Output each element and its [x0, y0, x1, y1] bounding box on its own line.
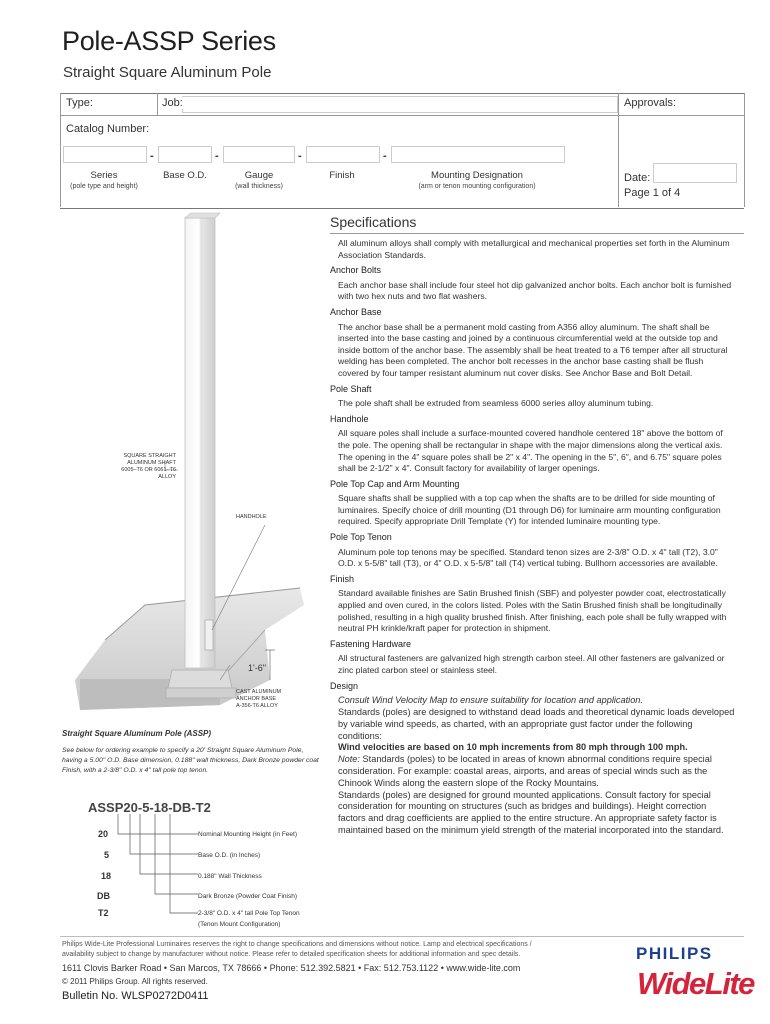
anchor-base	[168, 670, 232, 688]
handhole-callout: HANDHOLE	[236, 514, 267, 520]
spec-heading: Pole Top Tenon	[330, 532, 392, 543]
spec-heading: Pole Top Cap and Arm Mounting	[330, 478, 460, 489]
example-code-part: T2	[98, 908, 109, 918]
footer-disclaimer: Philips Wide-Lite Professional Luminaires reserves the right to change specifications and dimensions without notice. Lamp and electrical specifications / availability subject to change by manufacturer without notice. Please refer to detailed specification sheets for additional information and spec details.	[62, 941, 532, 959]
pole-shaft	[185, 218, 215, 668]
approvals-label: Approvals:	[624, 97, 676, 109]
spec-text: The anchor base shall be a permanent mold casting from A356 alloy aluminum. The shaft shall be inserted into the base casting and joined by a continuous circumferential weld at the outside top and inside bottom of the anchor base. The assembly shall be heat treated to a T6 temper after all structural welding has been completed. The anchor bolt recesses in the anchor base casting shall be flush covered by four tamper resistant aluminum nut cover disks. See Anchor Base and Bolt Detail.	[338, 321, 728, 378]
example-code-part: DB	[97, 891, 110, 901]
top-cap	[185, 213, 220, 218]
mounting-field[interactable]	[391, 146, 565, 163]
example-code-desc: Dark Bronze (Powder Coat Finish)	[198, 893, 297, 900]
dash: -	[298, 150, 302, 162]
dimension-label: 1'-6"	[248, 663, 266, 673]
finish-field[interactable]	[306, 146, 380, 163]
specifications-heading: Specifications	[330, 214, 417, 230]
gauge-field[interactable]	[223, 146, 295, 163]
shaft-label: ALLOY	[158, 474, 176, 480]
bulletin-number: Bulletin No. WLSP0272D0411	[62, 990, 209, 1002]
example-code-desc: 0.188" Wall Thickness	[198, 873, 262, 880]
gauge-sub: (wall thickness)	[235, 183, 283, 190]
example-code-part: 18	[101, 871, 112, 881]
anchor-base-plate	[166, 688, 236, 698]
example-caption-title: Straight Square Aluminum Pole (ASSP)	[62, 729, 212, 738]
specifications-body	[330, 238, 736, 837]
base-label: ANCHOR BASE	[236, 696, 277, 702]
spec-text: Standard available finishes are Satin Brushed finish (SBF) and polyester powder coat, electrostatically applied and oven cured, in the colors listed. Poles with the Satin Brushed finish shall be longitudinally polished, resulting in a high quality brushed finish. After finishing, each pole shall be fully wrapped with neutral PH krinkle/kraft paper for protection in shipment.	[338, 588, 727, 634]
date-label: Date:	[624, 172, 651, 184]
spec-intro: All aluminum alloys shall comply with metallurgical and mechanical properties set forth in the Aluminum Association Standards.	[338, 238, 730, 260]
spec-heading: Design	[330, 680, 359, 691]
spec-text: Standards (poles) are designed for ground mounted applications. Consult factory for special consideration for mounting on structures (such as bridges and buildings). Height correction factors and drag coefficients are applied to the entire structure. An appropriate safety factor is maintained based on the minimum yield strength of the material incorporated into the standard.	[338, 789, 724, 835]
example-code-desc: Base O.D. (in Inches)	[198, 852, 261, 859]
spec-heading: Pole Shaft	[330, 383, 372, 394]
spec-text: Square shafts shall be supplied with a top cap when the shafts are to be drilled for side mounting of luminaires. Specify choice of drill mounting (D1 through D6) for luminaire arm mounting configuration required. Specify appropriate Drill Template (Y) for intended luminaire mounting type.	[338, 493, 721, 527]
divider	[60, 936, 744, 937]
mounting-sub: (arm or tenon mounting configuration)	[418, 183, 536, 190]
mounting-label: Mounting Designation	[431, 170, 523, 181]
example-code: ASSP20-5-18-DB-T2	[88, 800, 211, 815]
divider	[618, 93, 619, 207]
series-sub: (pole type and height)	[70, 183, 138, 190]
dash: -	[150, 150, 154, 162]
spec-text: All square poles shall include a surface-mounted covered handhole centered 18" above the bottom of the pole. The opening shall be rectangular in shape with the major dimensions along the vertical axis. The opening in the 4" square poles shall be 2" x 4". The opening in the 5", 6", and 6.75" square poles shall be 2-1/2" x 4". Consult factory for availability of larger openings.	[338, 428, 723, 474]
spec-heading: Anchor Base	[330, 306, 382, 317]
handhole-cover	[205, 620, 213, 650]
series-label: Series	[90, 170, 118, 181]
job-field[interactable]	[182, 96, 618, 113]
base-label: A-356-T6 ALLOY	[236, 703, 278, 709]
note-label: Note:	[338, 754, 360, 765]
base-od-label: Base O.D.	[163, 170, 207, 181]
spec-heading: Fastening Hardware	[330, 638, 412, 649]
base-od-field[interactable]	[158, 146, 212, 163]
finish-label: Finish	[329, 170, 355, 181]
shaft-label: SQUARE STRAIGHT	[123, 453, 176, 459]
example-code-part: 20	[98, 829, 109, 839]
example-caption-body: See below for ordering example to specify a 20' Straight Square Aluminum Pole, having a 5.00" O.D. Base dimension, 0.188" wall thickness, Dark Bronze powder coat Finish, with a 2-3/8" O.D. x 4" tall pole top tenon.	[62, 747, 319, 774]
spec-heading: Finish	[330, 573, 355, 584]
base-label: CAST ALUMINUM	[236, 689, 282, 695]
example-code-desc: (Tenon Mount Configuration)	[198, 921, 281, 928]
spec-text: Standards (poles) are designed to withstand dead loads and theoretical dynamic loads developed by variable wind speeds, as charted, with an appropriate gust factor under the following conditions:	[338, 706, 735, 741]
connector	[140, 814, 198, 874]
gauge-label: Gauge	[244, 170, 274, 181]
type-label: Type:	[66, 97, 93, 109]
shaft-callout	[100, 453, 176, 481]
page-indicator: Page 1 of 4	[624, 187, 681, 199]
example-connector-lines	[110, 814, 200, 924]
dash: -	[383, 150, 387, 162]
date-field[interactable]	[653, 163, 737, 183]
spec-text: Wind velocities are based on 10 mph increments from 80 mph through 100 mph.	[338, 742, 688, 753]
page-subtitle: Straight Square Aluminum Pole	[63, 64, 272, 81]
spec-text: Each anchor base shall include four steel hot dip galvanized anchor bolts. Each anchor bolt is furnished with two hex nuts and two flat washers.	[338, 279, 732, 302]
dash: -	[215, 150, 219, 162]
spec-text: The pole shaft shall be extruded from seamless 6000 series alloy aluminum tubing.	[338, 398, 654, 409]
example-code-desc: 2-3/8" O.D. x 4" tall Pole Top Tenon	[198, 910, 300, 917]
base-callout	[236, 689, 281, 710]
spec-text: Consult Wind Velocity Map to ensure suitability for location and application.	[338, 695, 643, 706]
divider	[157, 93, 158, 115]
spec-text: Aluminum pole top tenons may be specified. Standard tenon sizes are 2-3/8" O.D. x 4" tall (T2), 3.0" O.D. x 5-5/8" tall (T3), or 4" O.D. x 5-5/8" tall (T4) vertical tubing. Bullhorn accessories are available.	[338, 546, 718, 569]
series-field[interactable]	[63, 146, 147, 163]
footer-copyright: © 2011 Philips Group. All rights reserved.	[62, 977, 208, 986]
spec-text: All structural fasteners are galvanized high strength carbon steel. All other fasteners are galvanized or zinc plated carbon steel or stainless steel.	[338, 653, 725, 675]
spec-heading: Handhole	[330, 413, 369, 424]
divider	[330, 233, 744, 234]
spec-heading: Anchor Bolts	[330, 265, 382, 276]
job-label: Job:	[162, 97, 183, 109]
footer-address: 1611 Clovis Barker Road • San Marcos, TX 78666 • Phone: 512.392.5821 • Fax: 512.753.1122 • www.wide-lite.com	[62, 963, 521, 973]
page-title: Pole-ASSP Series	[62, 26, 276, 56]
shaft-label: ALUMINUM SHAFT	[127, 460, 176, 466]
shaft-label: 6005–T6 OR 6061–T6	[121, 467, 176, 473]
divider	[744, 93, 745, 207]
spec-text: Standards (poles) to be located in areas of known abnormal conditions require special consideration. For example: coastal areas, airports, and areas of special winds such as the Chinook Winds along the eastern slope of the Rocky Mountains.	[338, 754, 712, 788]
spec-note	[338, 754, 736, 789]
connector	[170, 814, 198, 913]
catalog-label: Catalog Number:	[66, 123, 150, 135]
philips-logo: PHILIPS	[636, 944, 713, 963]
widelite-logo: WideLite	[637, 966, 754, 1001]
example-code-desc: Nominal Mounting Height (in Feet)	[198, 831, 297, 838]
example-code-part: 5	[104, 850, 110, 860]
